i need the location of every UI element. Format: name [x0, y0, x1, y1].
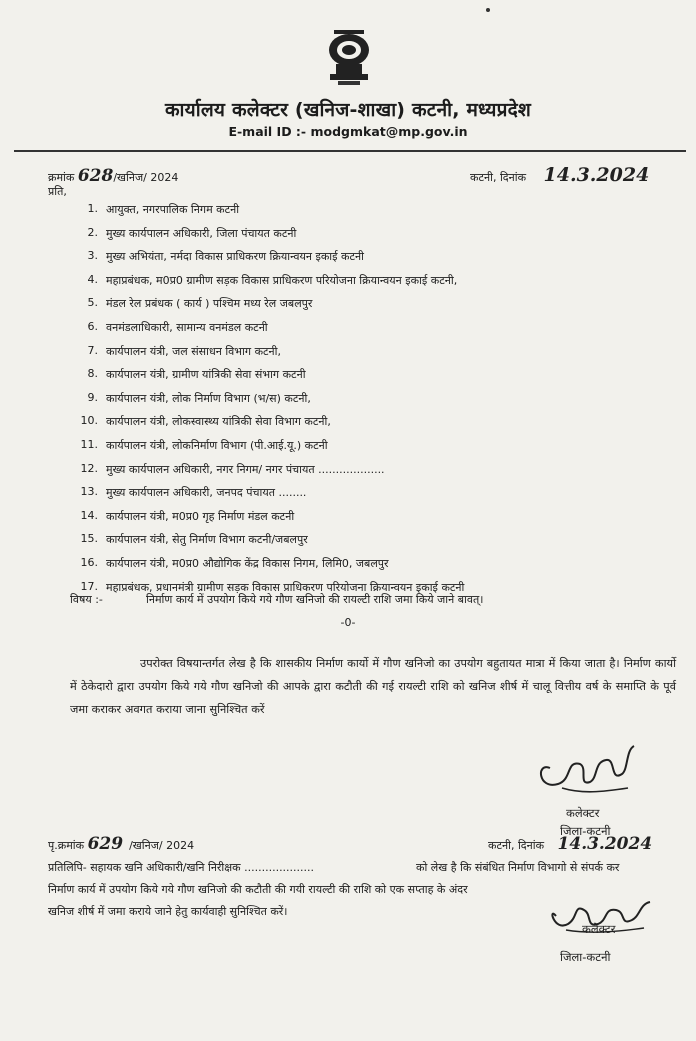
recipient-text: मुख्य कार्यपालन अधिकारी, जनपद पंचायत ........: [106, 486, 307, 500]
recipient-number: 9.: [87, 390, 98, 404]
recipient-text: कार्यपालन यंत्री, म0प्र0 औद्योगिक केंद्र विकास निगम, लिमि0, जबलपुर: [106, 556, 389, 570]
ref-line: [48, 166, 178, 186]
recipient-text: मंडल रेल प्रबंधक ( कार्य ) पश्चिम मध्य रेल जबलपुर: [106, 297, 313, 311]
letter-date: 14.3.2024: [543, 164, 650, 186]
recipient-number: 10.: [80, 414, 98, 428]
ref-number: 628: [77, 166, 114, 186]
recipient-item: [70, 485, 464, 509]
signature-2-designation: कलेक्टर: [582, 922, 616, 936]
recipient-number: 11.: [80, 437, 98, 451]
body-paragraph: उपरोक्त विषयान्तर्गत लेख है कि शासकीय निर्माण कार्यो में गौण खनिजो का उपयोग बहुतायत मात्रा में किया जाता है। निर्माण कार्यो में ठेकेदारो द्वारा उपयोग किये गये गौण खनिजो की आपके द्वारा कटौती की गई रायल्टी राशि को खनिज शीर्ष में चालू वित्तीय वर्ष के समाप्ति के पूर्व जमा कराकर अवगत कराया जाना सुनिश्चित करें: [70, 657, 676, 716]
recipient-list: [70, 202, 464, 603]
recipient-text: मुख्य कार्यपालन अधिकारी, नगर निगम/ नगर पंचायत ...................: [106, 462, 385, 476]
place-date-label: कटनी, दिनांक: [470, 171, 527, 184]
signature-1-designation: कलेक्टर: [566, 806, 600, 820]
copy-ref-number: 629: [87, 834, 124, 854]
recipient-item: [70, 462, 464, 486]
signature-1: [532, 738, 642, 800]
recipient-number: 1.: [87, 202, 98, 215]
recipient-item: [70, 296, 464, 320]
recipient-item: [70, 367, 464, 391]
date-line: [470, 164, 649, 186]
recipient-number: 5.: [87, 296, 98, 310]
recipient-number: 7.: [87, 343, 98, 357]
email-label: E-mail ID :-: [228, 124, 307, 139]
recipient-item: [70, 226, 464, 250]
scan-speck: [486, 8, 490, 12]
copy-place-date-label: कटनी, दिनांक: [488, 839, 545, 852]
copy-line-1-left: प्रतिलिपि- सहायक खनि अधिकारी/खनि निरीक्षक ....................: [48, 861, 315, 874]
recipient-item: [70, 438, 464, 462]
copy-line-3: खनिज शीर्ष में जमा कराये जाने हेतु कार्यवाही सुनिश्चित करें।: [48, 905, 288, 918]
recipient-text: मुख्य कार्यपालन अधिकारी, जिला पंचायत कटनी: [106, 226, 297, 240]
recipient-number: 3.: [87, 249, 98, 263]
copy-date: 14.3.2024: [557, 834, 653, 854]
recipient-text: मुख्य अभियंता, नर्मदा विकास प्राधिकरण क्रियान्वयन इकाई कटनी: [106, 250, 365, 264]
recipient-text: कार्यपालन यंत्री, जल संसाधन विभाग कटनी,: [106, 344, 282, 358]
emblem-icon: [324, 28, 374, 90]
copy-ref-suffix: /खनिज/ 2024: [129, 839, 195, 852]
ref-prefix: क्रमांक: [48, 171, 75, 184]
recipient-number: 13.: [80, 485, 98, 499]
copy-ref-prefix: पृ.क्रमांक: [48, 839, 85, 852]
recipient-text: कार्यपालन यंत्री, सेतु निर्माण विभाग कटनी/जबलपुर: [106, 533, 308, 547]
email-address: modgmkat@mp.gov.in: [310, 124, 468, 139]
recipient-number: 8.: [87, 367, 98, 381]
ref-suffix: /खनिज/ 2024: [113, 171, 179, 184]
copy-date-line: [488, 834, 652, 854]
copy-line-2: निर्माण कार्य में उपयोग किये गये गौण खनिजो की कटौती की गयी रायल्टी की राशि को एक सप्ताह के अंदर: [48, 883, 468, 896]
recipient-text: कार्यपालन यंत्री, म0प्र0 गृह निर्माण मंडल कटनी: [106, 509, 295, 523]
recipient-item: [70, 509, 464, 533]
recipient-number: 4.: [87, 272, 98, 286]
recipient-item: [70, 344, 464, 368]
recipient-item: [70, 249, 464, 273]
signature-2-district: जिला-कटनी: [560, 950, 611, 964]
recipient-number: 17.: [80, 579, 98, 593]
recipient-item: [70, 556, 464, 580]
recipient-text: कार्यपालन यंत्री, लोकनिर्माण विभाग (पी.आई.यू.) कटनी: [106, 438, 328, 452]
recipient-number: 14.: [80, 508, 98, 522]
recipient-item: [70, 273, 464, 297]
recipient-number: 16.: [80, 555, 98, 569]
recipient-text: आयुक्त, नगरपालिक निगम कटनी: [106, 203, 240, 216]
recipient-item: [70, 414, 464, 438]
copy-line-1-right: को लेख है कि संबंधित निर्माण विभागो से संपर्क कर: [416, 861, 620, 874]
to-label: प्रति,: [48, 185, 67, 198]
recipient-item: [70, 202, 464, 226]
recipient-number: 6.: [87, 319, 98, 333]
recipient-text: महाप्रबंधक, म0प्र0 ग्रामीण सड़क विकास प्राधिकरण परियोजना क्रियान्वयन इकाई कटनी,: [106, 273, 458, 287]
office-title: कार्यालय कलेक्टर (खनिज-शाखा) कटनी, मध्यप्रदेश: [164, 99, 532, 121]
signature-1-district: जिला-कटनी: [560, 824, 611, 838]
email-line: [0, 124, 696, 139]
recipient-number: 2.: [87, 225, 98, 239]
recipient-text: कार्यपालन यंत्री, लोकस्वास्थ्य यांत्रिकी सेवा विभाग कटनी,: [106, 415, 331, 429]
copy-ref-line: [48, 834, 194, 854]
recipient-number: 15.: [80, 532, 98, 546]
recipient-item: [70, 532, 464, 556]
recipient-text: वनमंडलाधिकारी, सामान्य वनमंडल कटनी: [106, 320, 268, 334]
subject-divider: -0-: [340, 616, 356, 629]
recipient-text: महाप्रबंधक, प्रधानमंत्री ग्रामीण सड़क विकास प्राधिकरण परियोजना क्रियान्वयन इकाई कटनी: [106, 580, 465, 594]
recipient-text: कार्यपालन यंत्री, ग्रामीण यांत्रिकी सेवा संभाग कटनी: [106, 368, 306, 382]
recipient-text: कार्यपालन यंत्री, लोक निर्माण विभाग (भ/स) कटनी,: [106, 391, 311, 405]
subject-text: निर्माण कार्य में उपयोग किये गये गौण खनिजो की रायल्टी राशि जमा किये जाने बावत्।: [146, 593, 484, 606]
subject-label: विषय :-: [70, 593, 103, 606]
header-divider: [14, 150, 686, 152]
recipient-item: [70, 391, 464, 415]
recipient-item: [70, 320, 464, 344]
recipient-number: 12.: [80, 461, 98, 475]
